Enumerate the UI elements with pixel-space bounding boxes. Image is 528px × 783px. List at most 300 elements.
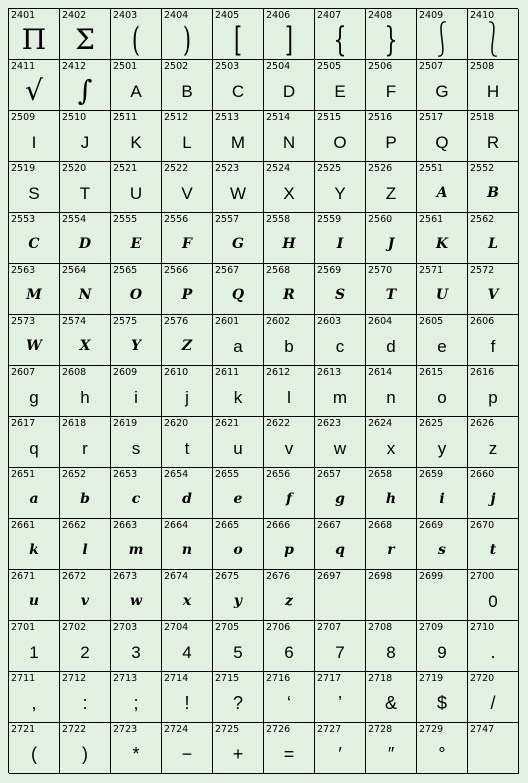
- glyph-cell: [264, 723, 315, 774]
- glyph-cell: [468, 213, 519, 264]
- glyph-cell: [162, 264, 213, 315]
- glyph-code: 2406: [266, 10, 291, 21]
- glyph-code: 2560: [368, 214, 393, 225]
- glyph-code: 2719: [419, 673, 444, 684]
- glyph-code: 2664: [164, 520, 189, 531]
- glyph-code: 2714: [164, 673, 189, 684]
- glyph-character: [366, 582, 416, 620]
- glyph-cell: [468, 264, 519, 315]
- glyph-cell: [315, 366, 366, 417]
- glyph-character: Π: [21, 23, 47, 56]
- glyph-cell: [111, 723, 162, 774]
- glyph-character: *: [132, 744, 140, 764]
- glyph-code: 2611: [215, 367, 240, 378]
- glyph-cell: [111, 468, 162, 519]
- glyph-character: g: [29, 387, 39, 407]
- glyph-cell: [213, 468, 264, 519]
- glyph-code: 2575: [113, 316, 138, 327]
- glyph-character: N: [78, 287, 92, 303]
- glyph-cell: [213, 621, 264, 672]
- glyph-character: S: [28, 183, 40, 203]
- glyph-cell: [468, 519, 519, 570]
- glyph-character: ⎱: [482, 20, 504, 60]
- glyph-character: √: [25, 74, 43, 107]
- glyph-character: z: [488, 438, 498, 458]
- glyph-cell: [111, 60, 162, 111]
- glyph-code: 2517: [419, 112, 444, 123]
- glyph-cell: [417, 417, 468, 468]
- glyph-cell: [9, 366, 60, 417]
- glyph-code: 2617: [11, 418, 36, 429]
- glyph-character: Q: [231, 287, 245, 303]
- glyph-character: U: [435, 287, 449, 303]
- glyph-cell: [111, 162, 162, 213]
- glyph-character: 6: [284, 642, 294, 662]
- glyph-code: 2555: [113, 214, 138, 225]
- glyph-character: c: [131, 491, 141, 507]
- glyph-code: 2556: [164, 214, 189, 225]
- glyph-code: 2524: [266, 163, 291, 174]
- glyph-cell: [468, 9, 519, 60]
- glyph-cell: [162, 9, 213, 60]
- glyph-character: p: [488, 387, 498, 407]
- glyph-code: 2615: [419, 367, 444, 378]
- glyph-code: 2569: [317, 265, 342, 276]
- glyph-code: 2604: [368, 316, 393, 327]
- glyph-character: ⎰: [431, 20, 453, 60]
- glyph-code: 2509: [11, 112, 36, 123]
- glyph-cell: [366, 417, 417, 468]
- glyph-code: 2403: [113, 10, 138, 21]
- glyph-code: 2571: [419, 265, 444, 276]
- glyph-character: N: [282, 132, 296, 152]
- glyph-character: 5: [233, 642, 243, 662]
- glyph-cell: [468, 366, 519, 417]
- glyph-cell: [468, 315, 519, 366]
- glyph-character: J: [80, 132, 90, 152]
- glyph-character: n: [386, 387, 396, 407]
- glyph-cell: [60, 417, 111, 468]
- glyph-character: t: [489, 542, 497, 558]
- glyph-code: 2700: [470, 571, 495, 582]
- glyph-character: ″: [387, 744, 395, 764]
- glyph-cell: [315, 519, 366, 570]
- glyph-code: 2402: [62, 10, 87, 21]
- glyph-code: 2557: [215, 214, 240, 225]
- glyph-character: &: [384, 693, 397, 713]
- glyph-character: o: [233, 542, 243, 558]
- glyph-cell: [366, 213, 417, 264]
- glyph-character: =: [283, 744, 295, 764]
- glyph-code: 2666: [266, 520, 291, 531]
- glyph-code: 2651: [11, 469, 36, 480]
- glyph-cell: [9, 60, 60, 111]
- glyph-code: 2562: [470, 214, 495, 225]
- glyph-code: 2613: [317, 367, 342, 378]
- glyph-character: 2: [80, 642, 90, 662]
- glyph-cell: [213, 519, 264, 570]
- glyph-character: j: [490, 491, 496, 507]
- glyph-cell: [60, 672, 111, 723]
- glyph-cell: [264, 570, 315, 621]
- glyph-code: 2519: [11, 163, 36, 174]
- glyph-cell: [9, 162, 60, 213]
- glyph-code: 2711: [11, 673, 36, 684]
- glyph-cell: [60, 723, 111, 774]
- glyph-cell: [111, 621, 162, 672]
- glyph-cell: [315, 468, 366, 519]
- glyph-cell: [111, 519, 162, 570]
- glyph-cell: [366, 264, 417, 315]
- glyph-character: T: [79, 183, 91, 203]
- glyph-code: 2726: [266, 724, 291, 735]
- glyph-cell: [417, 468, 468, 519]
- glyph-cell: [60, 9, 111, 60]
- glyph-character: J: [387, 236, 395, 252]
- glyph-code: 2652: [62, 469, 87, 480]
- glyph-character: {: [333, 20, 347, 60]
- glyph-cell: [60, 366, 111, 417]
- glyph-cell: [417, 570, 468, 621]
- glyph-character: +: [232, 744, 244, 764]
- glyph-code: 2558: [266, 214, 291, 225]
- glyph-code: 2520: [62, 163, 87, 174]
- glyph-cell: [315, 621, 366, 672]
- glyph-cell: [366, 621, 417, 672]
- glyph-character: ′: [338, 744, 342, 764]
- glyph-cell: [213, 264, 264, 315]
- glyph-character: Z: [385, 183, 397, 203]
- glyph-character: B: [487, 185, 499, 201]
- glyph-code: 2601: [215, 316, 240, 327]
- glyph-code: 2568: [266, 265, 291, 276]
- glyph-code: 2525: [317, 163, 342, 174]
- glyph-cell: [264, 519, 315, 570]
- glyph-code: 2697: [317, 571, 342, 582]
- glyph-cell: [60, 315, 111, 366]
- glyph-table: [8, 8, 518, 773]
- glyph-character: ;: [133, 693, 139, 713]
- glyph-character: O: [333, 132, 347, 152]
- glyph-character: Y: [334, 183, 346, 203]
- glyph-character: q: [29, 438, 39, 458]
- glyph-cell: [366, 162, 417, 213]
- glyph-code: 2508: [470, 61, 495, 72]
- glyph-code: 2720: [470, 673, 495, 684]
- glyph-character: f: [490, 336, 496, 356]
- glyph-character: ,: [31, 693, 37, 713]
- glyph-cell: [315, 111, 366, 162]
- glyph-character: r: [82, 438, 88, 458]
- glyph-character: I: [31, 132, 37, 152]
- glyph-character: Σ: [75, 23, 95, 56]
- glyph-character: d: [182, 491, 192, 507]
- glyph-cell: [162, 570, 213, 621]
- glyph-code: 2572: [470, 265, 495, 276]
- glyph-character: a: [233, 336, 243, 356]
- glyph-cell: [9, 213, 60, 264]
- glyph-character: [417, 582, 467, 620]
- glyph-character: 1: [29, 642, 39, 662]
- glyph-code: 2616: [470, 367, 495, 378]
- glyph-character: v: [284, 438, 294, 458]
- glyph-character: q: [335, 542, 345, 558]
- glyph-code: 2523: [215, 163, 240, 174]
- glyph-code: 2410: [470, 10, 495, 21]
- glyph-character: 3: [131, 642, 141, 662]
- glyph-cell: [213, 570, 264, 621]
- glyph-code: 2609: [113, 367, 138, 378]
- glyph-character: y: [437, 438, 447, 458]
- glyph-cell: [60, 264, 111, 315]
- glyph-code: 2566: [164, 265, 189, 276]
- glyph-code: 2505: [317, 61, 342, 72]
- glyph-character: 7: [335, 642, 345, 662]
- glyph-code: 2699: [419, 571, 444, 582]
- glyph-character: A: [436, 185, 448, 201]
- glyph-code: 2708: [368, 622, 393, 633]
- glyph-character: v: [80, 593, 90, 609]
- glyph-code: 2516: [368, 112, 393, 123]
- glyph-cell: [213, 60, 264, 111]
- glyph-cell: [111, 213, 162, 264]
- glyph-character: T: [385, 287, 397, 303]
- glyph-code: 2567: [215, 265, 240, 276]
- glyph-code: 2603: [317, 316, 342, 327]
- glyph-code: 2606: [470, 316, 495, 327]
- glyph-cell: [111, 417, 162, 468]
- glyph-character: }: [384, 20, 398, 60]
- glyph-cell: [264, 213, 315, 264]
- glyph-character: r: [387, 542, 395, 558]
- glyph-cell: [468, 417, 519, 468]
- glyph-code: 2663: [113, 520, 138, 531]
- glyph-character: B: [181, 81, 193, 101]
- glyph-cell: [417, 366, 468, 417]
- glyph-code: 2518: [470, 112, 495, 123]
- glyph-cell: [417, 519, 468, 570]
- glyph-cell: [213, 672, 264, 723]
- glyph-cell: [315, 60, 366, 111]
- glyph-code: 2654: [164, 469, 189, 480]
- glyph-code: 2625: [419, 418, 444, 429]
- glyph-cell: [366, 570, 417, 621]
- glyph-cell: [264, 468, 315, 519]
- glyph-cell: [213, 111, 264, 162]
- glyph-code: 2698: [368, 571, 393, 582]
- glyph-character: X: [79, 338, 91, 354]
- glyph-code: 2515: [317, 112, 342, 123]
- glyph-cell: [264, 264, 315, 315]
- glyph-code: 2715: [215, 673, 240, 684]
- glyph-code: 2661: [11, 520, 36, 531]
- glyph-code: 2704: [164, 622, 189, 633]
- glyph-code: 2618: [62, 418, 87, 429]
- glyph-cell: [315, 570, 366, 621]
- glyph-code: 2655: [215, 469, 240, 480]
- glyph-cell: [162, 519, 213, 570]
- glyph-code: 2703: [113, 622, 138, 633]
- glyph-cell: [9, 723, 60, 774]
- glyph-cell: [366, 9, 417, 60]
- glyph-cell: [111, 111, 162, 162]
- glyph-cell: [468, 570, 519, 621]
- glyph-code: 2565: [113, 265, 138, 276]
- glyph-cell: [60, 621, 111, 672]
- glyph-character: °: [438, 744, 446, 764]
- glyph-cell: [162, 162, 213, 213]
- glyph-cell: [9, 468, 60, 519]
- glyph-code: 2747: [470, 724, 495, 735]
- glyph-cell: [162, 111, 213, 162]
- glyph-character: y: [233, 593, 243, 609]
- glyph-character: R: [283, 287, 295, 303]
- glyph-code: 2670: [470, 520, 495, 531]
- glyph-character: u: [28, 593, 40, 609]
- glyph-cell: [417, 264, 468, 315]
- glyph-character: $: [436, 693, 447, 713]
- glyph-character: c: [335, 336, 345, 356]
- glyph-cell: [315, 723, 366, 774]
- glyph-character: K: [130, 132, 142, 152]
- glyph-character: D: [282, 81, 296, 101]
- glyph-cell: [366, 60, 417, 111]
- glyph-character: P: [385, 132, 397, 152]
- glyph-character: Z: [181, 338, 193, 354]
- glyph-code: 2712: [62, 673, 87, 684]
- glyph-code: 2659: [419, 469, 444, 480]
- glyph-code: 2553: [11, 214, 36, 225]
- glyph-character: 0: [488, 591, 498, 611]
- glyph-code: 2602: [266, 316, 291, 327]
- glyph-cell: [213, 162, 264, 213]
- glyph-code: 2504: [266, 61, 291, 72]
- glyph-cell: [417, 621, 468, 672]
- glyph-code: 2514: [266, 112, 291, 123]
- glyph-code: 2501: [113, 61, 138, 72]
- glyph-character: x: [182, 593, 192, 609]
- glyph-code: 2724: [164, 724, 189, 735]
- glyph-character: h: [80, 387, 90, 407]
- glyph-character: l: [82, 542, 88, 558]
- glyph-cell: [264, 621, 315, 672]
- glyph-character: b: [284, 336, 294, 356]
- glyph-character: t: [184, 438, 190, 458]
- glyph-code: 2667: [317, 520, 342, 531]
- glyph-code: 2707: [317, 622, 342, 633]
- glyph-cell: [162, 468, 213, 519]
- glyph-code: 2658: [368, 469, 393, 480]
- glyph-code: 2709: [419, 622, 444, 633]
- glyph-character: G: [435, 81, 449, 101]
- glyph-character: I: [336, 236, 344, 252]
- glyph-cell: [213, 723, 264, 774]
- glyph-cell: [162, 213, 213, 264]
- glyph-code: 2561: [419, 214, 444, 225]
- glyph-character: f: [285, 491, 293, 507]
- glyph-code: 2660: [470, 469, 495, 480]
- glyph-character: Q: [435, 132, 449, 152]
- glyph-character: ): [82, 744, 88, 764]
- glyph-code: 2551: [419, 163, 444, 174]
- glyph-character: L: [182, 132, 192, 152]
- glyph-code: 2510: [62, 112, 87, 123]
- glyph-cell: [468, 162, 519, 213]
- glyph-character: −: [181, 744, 193, 764]
- glyph-cell: [468, 111, 519, 162]
- glyph-character: [: [234, 20, 242, 60]
- glyph-code: 2673: [113, 571, 138, 582]
- glyph-code: 2570: [368, 265, 393, 276]
- glyph-code: 2507: [419, 61, 444, 72]
- glyph-code: 2412: [62, 61, 87, 72]
- glyph-cell: [468, 468, 519, 519]
- glyph-character: P: [181, 287, 193, 303]
- glyph-cell: [9, 264, 60, 315]
- glyph-character: h: [385, 491, 397, 507]
- glyph-cell: [162, 315, 213, 366]
- glyph-code: 2607: [11, 367, 36, 378]
- glyph-code: 2672: [62, 571, 87, 582]
- glyph-code: 2407: [317, 10, 342, 21]
- glyph-code: 2506: [368, 61, 393, 72]
- glyph-cell: [60, 519, 111, 570]
- glyph-character: e: [233, 491, 243, 507]
- glyph-cell: [366, 723, 417, 774]
- glyph-cell: [366, 366, 417, 417]
- glyph-cell: [468, 621, 519, 672]
- glyph-character: H: [282, 236, 296, 252]
- glyph-character: (: [31, 744, 37, 764]
- glyph-character: C: [28, 236, 40, 252]
- glyph-code: 2626: [470, 418, 495, 429]
- glyph-character: [468, 735, 518, 773]
- glyph-character: ’: [338, 693, 342, 713]
- glyph-character: e: [437, 336, 447, 356]
- glyph-cell: [213, 417, 264, 468]
- glyph-character: R: [486, 132, 500, 152]
- glyph-code: 2522: [164, 163, 189, 174]
- glyph-character: D: [78, 236, 92, 252]
- glyph-character: s: [438, 542, 446, 558]
- glyph-code: 2674: [164, 571, 189, 582]
- glyph-cell: [162, 366, 213, 417]
- glyph-cell: [417, 111, 468, 162]
- glyph-cell: [264, 672, 315, 723]
- glyph-cell: [315, 162, 366, 213]
- glyph-cell: [213, 9, 264, 60]
- glyph-code: 2563: [11, 265, 36, 276]
- glyph-cell: [366, 111, 417, 162]
- glyph-character: 8: [386, 642, 396, 662]
- glyph-character: i: [439, 491, 445, 507]
- glyph-character: W: [26, 338, 42, 354]
- glyph-cell: [417, 723, 468, 774]
- glyph-code: 2513: [215, 112, 240, 123]
- glyph-code: 2404: [164, 10, 189, 21]
- glyph-character: n: [181, 542, 193, 558]
- glyph-code: 2401: [11, 10, 36, 21]
- glyph-code: 2559: [317, 214, 342, 225]
- glyph-cell: [315, 213, 366, 264]
- glyph-code: 2605: [419, 316, 444, 327]
- glyph-code: 2574: [62, 316, 87, 327]
- glyph-cell: [315, 672, 366, 723]
- glyph-character: ]: [285, 20, 293, 60]
- glyph-character: W: [229, 183, 247, 203]
- glyph-character: b: [80, 491, 90, 507]
- glyph-code: 2526: [368, 163, 393, 174]
